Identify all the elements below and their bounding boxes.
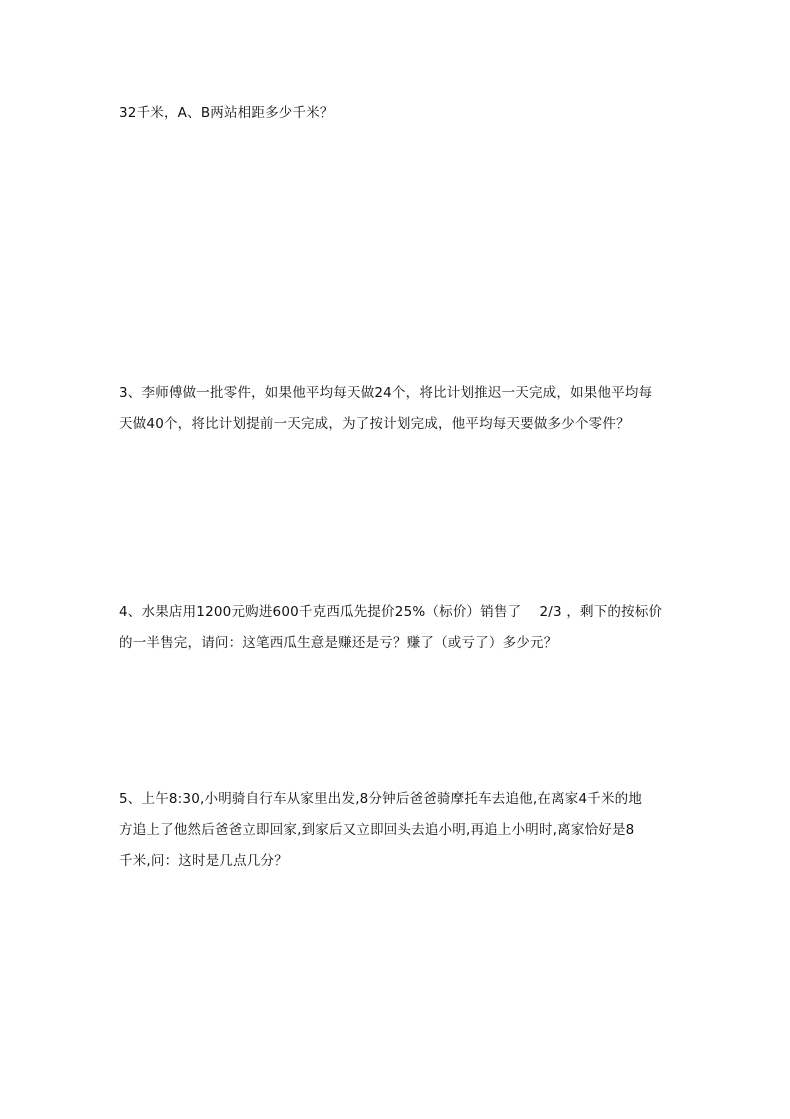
problem-5-line-1: 5、上午8:30,小明骑自行车从家里出发,8分钟后爸爸骑摩托车去追他,在离家4千米的地 (119, 791, 643, 807)
problem-4-line-1: 4、水果店用1200元购进600千克西瓜先提价25%（标价）销售了 2/3 ，剩下的按标价 (119, 604, 663, 620)
problem-5-line-2: 方追上了他然后爸爸立即回家,到家后又立即回头去追小明,再追上小明时,离家恰好是8 (119, 822, 635, 838)
problem-4-line-2: 的一半售完，请问：这笔西瓜生意是赚还是亏？赚了（或亏了）多少元？ (119, 635, 558, 651)
problem-2-continuation-line: 32千米，A、B两站相距多少千米？ (119, 105, 334, 121)
problem-5-line-3: 千米,问：这时是几点几分？ (119, 853, 288, 869)
problem-3-line-2: 天做40个，将比计划提前一天完成，为了按计划完成，他平均每天要做多少个零件？ (119, 416, 630, 432)
problem-3-line-1: 3、李师傅做一批零件，如果他平均每天做24个，将比计划推迟一天完成，如果他平均每 (119, 385, 653, 401)
